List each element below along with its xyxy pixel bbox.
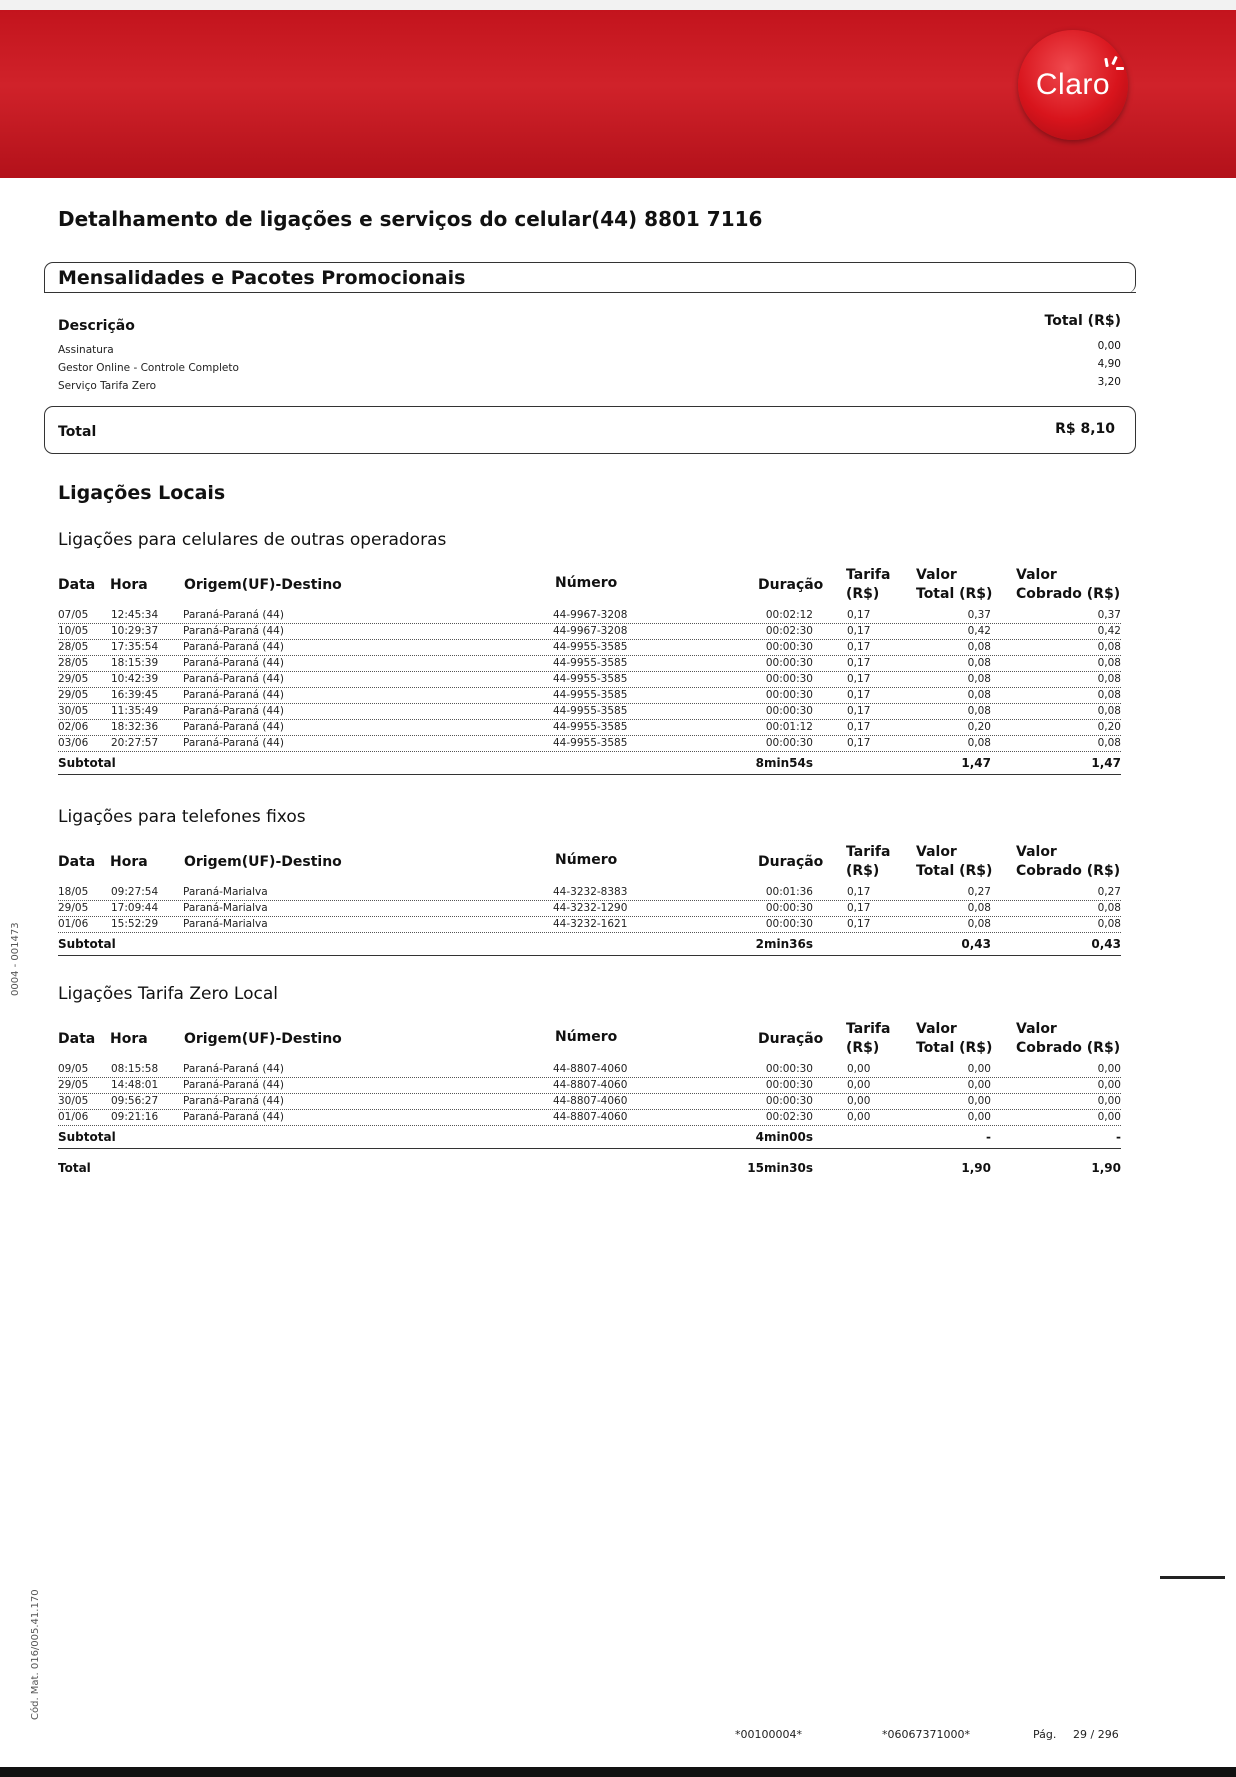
cell-hora: 17:35:54 — [111, 641, 159, 653]
th-tarifa-line1: Tarifa — [846, 1021, 891, 1037]
cell-numero: 44-9955-3585 — [553, 737, 628, 749]
cell-numero: 44-9955-3585 — [553, 673, 628, 685]
th-valor-total-line2: Total (R$) — [916, 1040, 993, 1056]
logo-text: Claro — [1035, 68, 1111, 101]
cell-hora: 20:27:57 — [111, 737, 159, 749]
table-row — [58, 639, 1121, 656]
cell-data: 30/05 — [58, 705, 89, 717]
cell-duracao: 00:02:12 — [765, 609, 813, 621]
subtotal-duracao: 2min36s — [755, 937, 813, 951]
cell-valor-cobrado: 0,08 — [1097, 737, 1121, 749]
cell-tarifa: 0,17 — [847, 737, 871, 749]
table-row — [58, 1109, 1121, 1126]
cell-origem: Paraná-Paraná (44) — [183, 657, 284, 669]
cell-tarifa: 0,17 — [847, 705, 871, 717]
cell-duracao: 00:00:30 — [765, 737, 813, 749]
list-item-value: 0,00 — [1097, 340, 1121, 352]
section-title: Ligações para celulares de outras operadoras — [58, 530, 447, 550]
cell-valor-cobrado: 0,08 — [1097, 673, 1121, 685]
margin-dash — [1160, 1576, 1225, 1579]
cell-numero: 44-8807-4060 — [553, 1095, 628, 1107]
cell-hora: 10:29:37 — [111, 625, 159, 637]
cell-valor-cobrado: 0,37 — [1097, 609, 1121, 621]
cell-data: 01/06 — [58, 918, 89, 930]
cell-origem: Paraná-Paraná (44) — [183, 609, 284, 621]
cell-valor-cobrado: 0,08 — [1097, 705, 1121, 717]
cell-valor-cobrado: 0,08 — [1097, 641, 1121, 653]
table-row — [58, 1093, 1121, 1110]
th-numero: Número — [555, 1029, 618, 1045]
cell-valor-total: 0,08 — [967, 689, 991, 701]
th-origem: Origem(UF)-Destino — [184, 1031, 342, 1047]
th-hora: Hora — [110, 1031, 148, 1047]
section-title: Ligações Tarifa Zero Local — [58, 984, 278, 1004]
cell-origem: Paraná-Marialva — [183, 918, 268, 930]
list-item: Gestor Online - Controle Completo — [58, 362, 239, 374]
mensalidades-total-box — [44, 406, 1136, 454]
table-row — [58, 735, 1121, 752]
cell-valor-total: 0,08 — [967, 737, 991, 749]
cell-origem: Paraná-Paraná (44) — [183, 1111, 284, 1123]
subtotal-valor-total: 1,47 — [961, 756, 991, 770]
col-total: Total (R$) — [1044, 313, 1121, 329]
table-row — [58, 703, 1121, 720]
th-valor-cobrado-line2: Cobrado (R$) — [1016, 586, 1121, 602]
subtotal-valor-cobrado: 0,43 — [1091, 937, 1121, 951]
subtotal-valor-cobrado: 1,47 — [1091, 756, 1121, 770]
table-row — [58, 607, 1121, 624]
cell-duracao: 00:00:30 — [765, 1079, 813, 1091]
subtotal-row — [58, 1126, 1121, 1149]
th-data: Data — [58, 854, 96, 870]
cell-data: 29/05 — [58, 673, 89, 685]
total-valor-cobrado: 1,90 — [1091, 1161, 1121, 1175]
cell-valor-total: 0,00 — [967, 1063, 991, 1075]
cell-data: 01/06 — [58, 1111, 89, 1123]
th-tarifa-line2: (R$) — [846, 863, 880, 879]
cell-hora: 09:27:54 — [111, 886, 159, 898]
footer-code-2: *06067371000* — [882, 1728, 970, 1741]
claro-logo — [1018, 30, 1128, 140]
th-valor-cobrado-line1: Valor — [1016, 844, 1057, 860]
th-hora: Hora — [110, 577, 148, 593]
cell-origem: Paraná-Marialva — [183, 886, 268, 898]
cell-origem: Paraná-Paraná (44) — [183, 721, 284, 733]
cell-numero: 44-9955-3585 — [553, 721, 628, 733]
th-numero: Número — [555, 852, 618, 868]
cell-valor-cobrado: 0,42 — [1097, 625, 1121, 637]
cell-valor-cobrado: 0,08 — [1097, 689, 1121, 701]
subtotal-duracao: 4min00s — [755, 1130, 813, 1144]
footer-page-value: 29 / 296 — [1073, 1728, 1119, 1741]
cell-duracao: 00:00:30 — [765, 689, 813, 701]
cell-valor-cobrado: 0,00 — [1097, 1095, 1121, 1107]
locais-heading: Ligações Locais — [58, 482, 226, 504]
cell-duracao: 00:02:30 — [765, 625, 813, 637]
cell-origem: Paraná-Paraná (44) — [183, 673, 284, 685]
cell-tarifa: 0,17 — [847, 625, 871, 637]
footer-page-label: Pág. — [1033, 1728, 1057, 1741]
cell-origem: Paraná-Marialva — [183, 902, 268, 914]
list-item-value: 3,20 — [1097, 376, 1121, 388]
cell-numero: 44-9955-3585 — [553, 705, 628, 717]
list-item: Serviço Tarifa Zero — [58, 380, 157, 392]
cell-duracao: 00:01:36 — [765, 886, 813, 898]
cell-duracao: 00:00:30 — [765, 657, 813, 669]
cell-data: 28/05 — [58, 641, 89, 653]
mensalidades-divider — [44, 292, 1136, 293]
cell-valor-total: 0,27 — [967, 886, 991, 898]
page-title: Detalhamento de ligações e serviços do celular(44) 8801 7116 — [58, 207, 763, 231]
th-tarifa-line1: Tarifa — [846, 567, 891, 583]
cell-origem: Paraná-Paraná (44) — [183, 625, 284, 637]
side-code: 0004 - 001473 — [10, 922, 21, 996]
total-duracao: 15min30s — [747, 1161, 813, 1175]
list-item-value: 4,90 — [1097, 358, 1121, 370]
cell-tarifa: 0,00 — [847, 1111, 871, 1123]
cell-tarifa: 0,17 — [847, 689, 871, 701]
cell-hora: 08:15:58 — [111, 1063, 159, 1075]
cell-hora: 09:56:27 — [111, 1095, 159, 1107]
cell-valor-total: 0,08 — [967, 705, 991, 717]
cell-valor-cobrado: 0,20 — [1097, 721, 1121, 733]
cell-data: 29/05 — [58, 902, 89, 914]
th-valor-cobrado-line2: Cobrado (R$) — [1016, 1040, 1121, 1056]
cell-numero: 44-8807-4060 — [553, 1063, 628, 1075]
cell-hora: 12:45:34 — [111, 609, 159, 621]
cell-tarifa: 0,17 — [847, 609, 871, 621]
cell-hora: 18:15:39 — [111, 657, 159, 669]
logo-sun-icon — [1102, 56, 1122, 72]
cell-data: 18/05 — [58, 886, 89, 898]
table-row — [58, 687, 1121, 704]
table-row — [58, 916, 1121, 933]
th-hora: Hora — [110, 854, 148, 870]
cell-origem: Paraná-Paraná (44) — [183, 1063, 284, 1075]
cell-duracao: 00:00:30 — [765, 902, 813, 914]
th-valor-cobrado-line2: Cobrado (R$) — [1016, 863, 1121, 879]
th-numero: Número — [555, 575, 618, 591]
cell-origem: Paraná-Paraná (44) — [183, 689, 284, 701]
cell-valor-total: 0,08 — [967, 641, 991, 653]
th-origem: Origem(UF)-Destino — [184, 854, 342, 870]
table-row — [58, 884, 1121, 901]
cell-duracao: 00:00:30 — [765, 673, 813, 685]
cell-numero: 44-8807-4060 — [553, 1079, 628, 1091]
bottom-strip — [0, 1767, 1236, 1777]
table-row — [58, 1077, 1121, 1094]
cell-numero: 44-9967-3208 — [553, 609, 628, 621]
cell-hora: 16:39:45 — [111, 689, 159, 701]
cell-origem: Paraná-Paraná (44) — [183, 737, 284, 749]
subtotal-row — [58, 752, 1121, 775]
cell-tarifa: 0,17 — [847, 902, 871, 914]
cell-numero: 44-3232-8383 — [553, 886, 628, 898]
cell-duracao: 00:00:30 — [765, 705, 813, 717]
cell-valor-cobrado: 0,27 — [1097, 886, 1121, 898]
cell-numero: 44-9955-3585 — [553, 657, 628, 669]
th-valor-cobrado-line1: Valor — [1016, 567, 1057, 583]
cell-valor-cobrado: 0,00 — [1097, 1079, 1121, 1091]
cell-origem: Paraná-Paraná (44) — [183, 705, 284, 717]
subtotal-valor-total: 0,43 — [961, 937, 991, 951]
table-row — [58, 671, 1121, 688]
cell-hora: 17:09:44 — [111, 902, 159, 914]
subtotal-label: Subtotal — [58, 756, 116, 770]
cell-tarifa: 0,17 — [847, 721, 871, 733]
table-row — [58, 655, 1121, 672]
cell-duracao: 00:02:30 — [765, 1111, 813, 1123]
mensalidades-heading: Mensalidades e Pacotes Promocionais — [58, 267, 466, 289]
cell-duracao: 00:01:12 — [765, 721, 813, 733]
cell-hora: 09:21:16 — [111, 1111, 159, 1123]
cell-data: 10/05 — [58, 625, 89, 637]
table-row — [58, 900, 1121, 917]
cell-data: 29/05 — [58, 689, 89, 701]
cell-hora: 11:35:49 — [111, 705, 159, 717]
th-valor-total-line1: Valor — [916, 844, 957, 860]
th-origem: Origem(UF)-Destino — [184, 577, 342, 593]
cell-numero: 44-9955-3585 — [553, 689, 628, 701]
grand-total-row — [58, 1157, 1121, 1179]
cell-valor-total: 0,08 — [967, 902, 991, 914]
th-valor-cobrado-line1: Valor — [1016, 1021, 1057, 1037]
table-row — [58, 623, 1121, 640]
top-strip — [0, 0, 1236, 10]
cell-data: 09/05 — [58, 1063, 89, 1075]
cell-numero: 44-9967-3208 — [553, 625, 628, 637]
cell-tarifa: 0,17 — [847, 918, 871, 930]
subtotal-duracao: 8min54s — [755, 756, 813, 770]
subtotal-label: Subtotal — [58, 1130, 116, 1144]
cell-numero: 44-9955-3585 — [553, 641, 628, 653]
th-duracao: Duração — [758, 1031, 824, 1047]
subtotal-valor-total: - — [986, 1130, 991, 1144]
cell-numero: 44-8807-4060 — [553, 1111, 628, 1123]
subtotal-row — [58, 933, 1121, 956]
cell-valor-total: 0,00 — [967, 1095, 991, 1107]
th-valor-total-line2: Total (R$) — [916, 586, 993, 602]
cell-valor-cobrado: 0,00 — [1097, 1063, 1121, 1075]
cell-tarifa: 0,17 — [847, 886, 871, 898]
th-tarifa-line2: (R$) — [846, 586, 880, 602]
cell-origem: Paraná-Paraná (44) — [183, 1095, 284, 1107]
footer-code-1: *00100004* — [735, 1728, 802, 1741]
th-data: Data — [58, 1031, 96, 1047]
cell-valor-total: 0,00 — [967, 1111, 991, 1123]
cell-valor-total: 0,42 — [967, 625, 991, 637]
cell-valor-cobrado: 0,08 — [1097, 918, 1121, 930]
cell-valor-total: 0,08 — [967, 673, 991, 685]
mensalidades-total-value: R$ 8,10 — [1055, 421, 1115, 437]
cell-numero: 44-3232-1290 — [553, 902, 628, 914]
cell-data: 28/05 — [58, 657, 89, 669]
subtotal-valor-cobrado: - — [1116, 1130, 1121, 1144]
table-row — [58, 1061, 1121, 1078]
cell-valor-cobrado: 0,08 — [1097, 657, 1121, 669]
cell-valor-total: 0,00 — [967, 1079, 991, 1091]
cell-tarifa: 0,17 — [847, 673, 871, 685]
cell-duracao: 00:00:30 — [765, 641, 813, 653]
table-row — [58, 719, 1121, 736]
mensalidades-header-box — [44, 262, 1136, 293]
cell-valor-cobrado: 0,00 — [1097, 1111, 1121, 1123]
cell-valor-cobrado: 0,08 — [1097, 902, 1121, 914]
cell-tarifa: 0,17 — [847, 641, 871, 653]
cell-hora: 18:32:36 — [111, 721, 159, 733]
cell-data: 02/06 — [58, 721, 89, 733]
mensalidades-total-label: Total — [58, 424, 97, 440]
cell-numero: 44-3232-1621 — [553, 918, 628, 930]
col-descricao: Descrição — [58, 318, 135, 334]
cell-data: 07/05 — [58, 609, 89, 621]
cell-data: 30/05 — [58, 1095, 89, 1107]
cell-tarifa: 0,17 — [847, 657, 871, 669]
th-duracao: Duração — [758, 577, 824, 593]
cell-origem: Paraná-Paraná (44) — [183, 641, 284, 653]
cell-valor-total: 0,20 — [967, 721, 991, 733]
side-material-code: Cód. Mat. 016/005.41.170 — [30, 1589, 41, 1720]
th-tarifa-line1: Tarifa — [846, 844, 891, 860]
cell-origem: Paraná-Paraná (44) — [183, 1079, 284, 1091]
total-label: Total — [58, 1161, 91, 1175]
th-tarifa-line2: (R$) — [846, 1040, 880, 1056]
cell-valor-total: 0,08 — [967, 918, 991, 930]
cell-tarifa: 0,00 — [847, 1079, 871, 1091]
cell-valor-total: 0,08 — [967, 657, 991, 669]
subtotal-label: Subtotal — [58, 937, 116, 951]
cell-duracao: 00:00:30 — [765, 1095, 813, 1107]
cell-data: 29/05 — [58, 1079, 89, 1091]
th-duracao: Duração — [758, 854, 824, 870]
list-item: Assinatura — [58, 344, 114, 356]
total-valor-total: 1,90 — [961, 1161, 991, 1175]
cell-valor-total: 0,37 — [967, 609, 991, 621]
th-valor-total-line2: Total (R$) — [916, 863, 993, 879]
cell-tarifa: 0,00 — [847, 1095, 871, 1107]
cell-data: 03/06 — [58, 737, 89, 749]
th-data: Data — [58, 577, 96, 593]
cell-hora: 14:48:01 — [111, 1079, 159, 1091]
cell-tarifa: 0,00 — [847, 1063, 871, 1075]
cell-hora: 10:42:39 — [111, 673, 159, 685]
cell-duracao: 00:00:30 — [765, 918, 813, 930]
th-valor-total-line1: Valor — [916, 1021, 957, 1037]
th-valor-total-line1: Valor — [916, 567, 957, 583]
cell-duracao: 00:00:30 — [765, 1063, 813, 1075]
cell-hora: 15:52:29 — [111, 918, 159, 930]
section-title: Ligações para telefones fixos — [58, 807, 306, 827]
